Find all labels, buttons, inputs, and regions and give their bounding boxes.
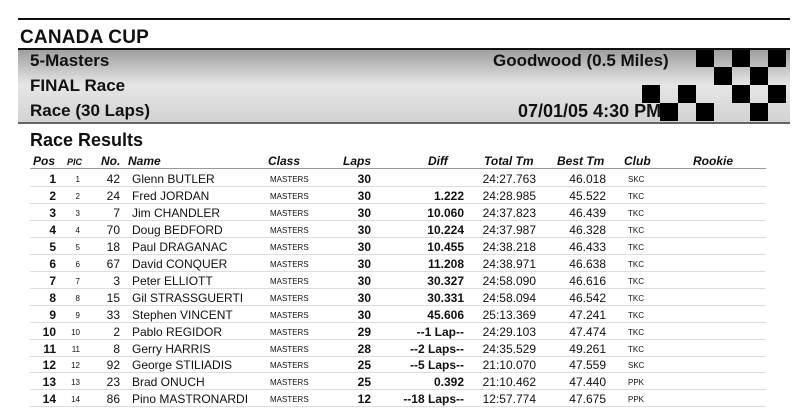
cell-diff: 45.606 — [427, 307, 464, 322]
cell-pic: 7 — [75, 276, 80, 286]
cell-pic: 13 — [71, 378, 80, 388]
cell-diff: --2 Laps-- — [410, 341, 464, 356]
cell-no: 86 — [106, 392, 120, 407]
cell-name: Fred JORDAN — [132, 188, 210, 203]
cell-total: 24:28.985 — [482, 188, 536, 203]
col-no: No. — [101, 154, 121, 168]
cell-pic: 8 — [75, 293, 80, 303]
cell-pos: 3 — [49, 205, 56, 220]
cell-class: MASTERS — [270, 276, 309, 286]
col-pic: PIC — [67, 157, 83, 167]
cell-no: 67 — [106, 256, 120, 271]
cell-total: 24:35.529 — [482, 341, 536, 356]
cell-best: 47.559 — [569, 358, 606, 373]
col-pos: Pos — [33, 154, 56, 168]
cell-name: Jim CHANDLER — [132, 205, 221, 220]
cell-name: Pino MASTRONARDI — [132, 392, 249, 407]
table-row — [0, 272, 800, 289]
cell-laps: 30 — [357, 188, 371, 203]
table-row — [0, 187, 800, 204]
cell-no: 23 — [106, 375, 120, 390]
cell-diff: 30.331 — [427, 290, 464, 305]
cell-class: MASTERS — [270, 225, 309, 235]
cell-pos: 4 — [49, 222, 56, 237]
row-rule — [30, 406, 766, 407]
cell-diff: 11.208 — [427, 256, 464, 271]
cell-total: 21:10.070 — [482, 358, 536, 373]
table-row — [0, 170, 800, 187]
cell-club: TKC — [628, 276, 644, 286]
race-type: FINAL Race — [30, 76, 126, 95]
cell-pos: 9 — [49, 307, 56, 322]
cell-best: 49.261 — [569, 341, 606, 356]
cell-name: Stephen VINCENT — [132, 307, 233, 322]
cell-class: MASTERS — [270, 208, 309, 218]
cell-pic: 10 — [71, 327, 80, 337]
table-row — [0, 238, 800, 255]
cell-laps: 30 — [357, 222, 371, 237]
cell-club: TKC — [628, 310, 644, 320]
cell-total: 21:10.462 — [482, 375, 536, 390]
cell-pic: 12 — [71, 361, 80, 371]
cell-laps: 25 — [357, 375, 371, 390]
cell-diff: 10.060 — [427, 205, 464, 220]
cell-laps: 30 — [357, 172, 371, 186]
cell-pic: 14 — [71, 395, 80, 405]
table-row — [0, 323, 800, 340]
cell-name: Pablo REGIDOR — [132, 324, 223, 339]
cell-best: 47.440 — [569, 375, 606, 390]
cell-no: 70 — [106, 222, 120, 237]
cell-club: TKC — [628, 242, 644, 252]
banner-top-rule — [18, 48, 790, 50]
cell-no: 42 — [106, 172, 120, 186]
cell-class: MASTERS — [270, 242, 309, 252]
cell-class: MASTERS — [270, 344, 309, 354]
cell-pic: 9 — [75, 310, 80, 320]
cell-best: 47.474 — [569, 324, 606, 339]
cell-total: 24:38.971 — [482, 256, 536, 271]
table-row — [0, 221, 800, 238]
cell-best: 46.018 — [569, 172, 606, 186]
header-rule — [30, 168, 766, 169]
cell-total: 24:38.218 — [482, 239, 536, 254]
cell-name: Paul DRAGANAC — [132, 239, 228, 254]
col-class: Class — [268, 154, 301, 168]
cell-laps: 30 — [357, 273, 371, 288]
cell-laps: 30 — [357, 290, 371, 305]
cell-total: 24:37.823 — [482, 205, 536, 220]
cell-club: TKC — [628, 293, 644, 303]
cell-class: MASTERS — [270, 310, 309, 320]
cell-pic: 2 — [75, 191, 80, 201]
cell-pos: 1 — [49, 172, 56, 186]
cell-name: David CONQUER — [132, 256, 228, 271]
cell-diff: --1 Lap-- — [416, 324, 464, 339]
cell-no: 15 — [106, 290, 120, 305]
cell-no: 92 — [106, 358, 120, 373]
banner-bottom-rule — [18, 122, 790, 124]
cell-laps: 29 — [357, 324, 371, 339]
cell-pos: 8 — [49, 290, 56, 305]
cell-name: Peter ELLIOTT — [132, 273, 213, 288]
event-title: CANADA CUP — [20, 27, 150, 48]
cell-pos: 12 — [42, 358, 56, 373]
cell-total: 24:58.094 — [482, 290, 536, 305]
cell-laps: 25 — [357, 358, 371, 373]
table-row — [0, 390, 800, 407]
track-name: Goodwood (0.5 Miles) — [493, 51, 669, 70]
cell-club: PPK — [628, 378, 645, 388]
cell-class: MASTERS — [270, 175, 309, 184]
cell-name: Brad ONUCH — [132, 375, 205, 390]
cell-best: 46.616 — [569, 273, 606, 288]
class-name: 5-Masters — [30, 51, 110, 70]
col-laps: Laps — [343, 154, 372, 168]
cell-no: 24 — [106, 188, 120, 203]
table-row — [0, 340, 800, 357]
col-best: Best Tm — [557, 154, 605, 168]
race-laps: Race (30 Laps) — [30, 101, 150, 120]
cell-total: 24:29.103 — [482, 324, 536, 339]
cell-pos: 2 — [49, 188, 56, 203]
cell-club: SKC — [628, 361, 645, 371]
cell-pic: 1 — [75, 175, 80, 184]
table-row — [0, 356, 800, 373]
cell-pic: 11 — [71, 344, 80, 354]
cell-class: MASTERS — [270, 259, 309, 269]
cell-no: 18 — [106, 239, 120, 254]
cell-club: TKC — [628, 344, 644, 354]
cell-best: 46.433 — [569, 239, 606, 254]
cell-pic: 4 — [75, 225, 80, 235]
cell-diff: 10.455 — [427, 239, 464, 254]
cell-pic: 6 — [75, 259, 80, 269]
cell-no: 2 — [113, 324, 120, 339]
table-row — [0, 289, 800, 306]
cell-club: TKC — [628, 327, 644, 337]
cell-best: 46.542 — [569, 290, 606, 305]
race-datetime: 07/01/05 4:30 PM — [518, 101, 662, 121]
cell-pos: 5 — [49, 239, 56, 254]
cell-best: 47.241 — [569, 307, 606, 322]
cell-class: MASTERS — [270, 378, 309, 388]
cell-no: 8 — [113, 341, 120, 356]
cell-name: Doug BEDFORD — [132, 222, 223, 237]
col-rookie: Rookie — [693, 154, 734, 168]
cell-best: 46.328 — [569, 222, 606, 237]
cell-diff: 0.392 — [433, 375, 464, 390]
cell-class: MASTERS — [270, 395, 309, 405]
cell-club: TKC — [628, 191, 644, 201]
cell-no: 3 — [113, 273, 120, 288]
table-row — [0, 306, 800, 323]
cell-pos: 14 — [42, 392, 56, 407]
cell-laps: 30 — [357, 256, 371, 271]
cell-no: 33 — [106, 307, 120, 322]
col-name: Name — [128, 154, 161, 168]
cell-best: 46.439 — [569, 205, 606, 220]
top-rule — [18, 18, 790, 20]
cell-name: Gil STRASSGUERTI — [132, 290, 244, 305]
cell-pos: 6 — [49, 256, 56, 271]
table-row — [0, 255, 800, 272]
cell-pic: 5 — [75, 242, 80, 252]
cell-laps: 30 — [357, 307, 371, 322]
cell-best: 45.522 — [569, 188, 606, 203]
cell-best: 47.675 — [569, 392, 606, 407]
cell-class: MASTERS — [270, 361, 309, 371]
col-total: Total Tm — [484, 154, 534, 168]
cell-laps: 12 — [357, 392, 371, 407]
cell-class: MASTERS — [270, 293, 309, 303]
cell-name: Glenn BUTLER — [132, 172, 215, 186]
cell-total: 25:13.369 — [482, 307, 536, 322]
cell-pos: 7 — [49, 273, 56, 288]
cell-club: PPK — [628, 395, 645, 405]
cell-diff: 1.222 — [433, 188, 464, 203]
cell-total: 12:57.774 — [482, 392, 536, 407]
cell-diff: --18 Laps-- — [403, 392, 464, 407]
cell-laps: 30 — [357, 239, 371, 254]
cell-club: TKC — [628, 259, 644, 269]
table-row — [0, 373, 800, 390]
cell-diff: --5 Laps-- — [410, 358, 464, 373]
section-title: Race Results — [30, 130, 144, 150]
cell-total: 24:58.090 — [482, 273, 536, 288]
cell-total: 24:37.987 — [482, 222, 536, 237]
cell-pos: 10 — [42, 324, 56, 339]
cell-pos: 13 — [42, 375, 56, 390]
col-club: Club — [624, 154, 651, 168]
cell-club: TKC — [628, 225, 644, 235]
cell-name: Gerry HARRIS — [132, 341, 211, 356]
cell-laps: 30 — [357, 205, 371, 220]
cell-diff: 10.224 — [427, 222, 464, 237]
cell-pos: 11 — [43, 341, 56, 356]
race-info-banner — [18, 48, 790, 122]
table-row — [0, 204, 800, 221]
cell-club: SKC — [628, 175, 645, 184]
cell-pic: 3 — [75, 208, 80, 218]
cell-no: 7 — [113, 205, 120, 220]
cell-class: MASTERS — [270, 327, 309, 337]
cell-best: 46.638 — [569, 256, 606, 271]
cell-class: MASTERS — [270, 191, 309, 201]
col-diff: Diff — [428, 154, 448, 168]
cell-diff: 30.327 — [427, 273, 464, 288]
cell-club: TKC — [628, 208, 644, 218]
cell-laps: 28 — [357, 341, 371, 356]
cell-name: George STILIADIS — [132, 358, 233, 373]
cell-total: 24:27.763 — [482, 172, 536, 186]
